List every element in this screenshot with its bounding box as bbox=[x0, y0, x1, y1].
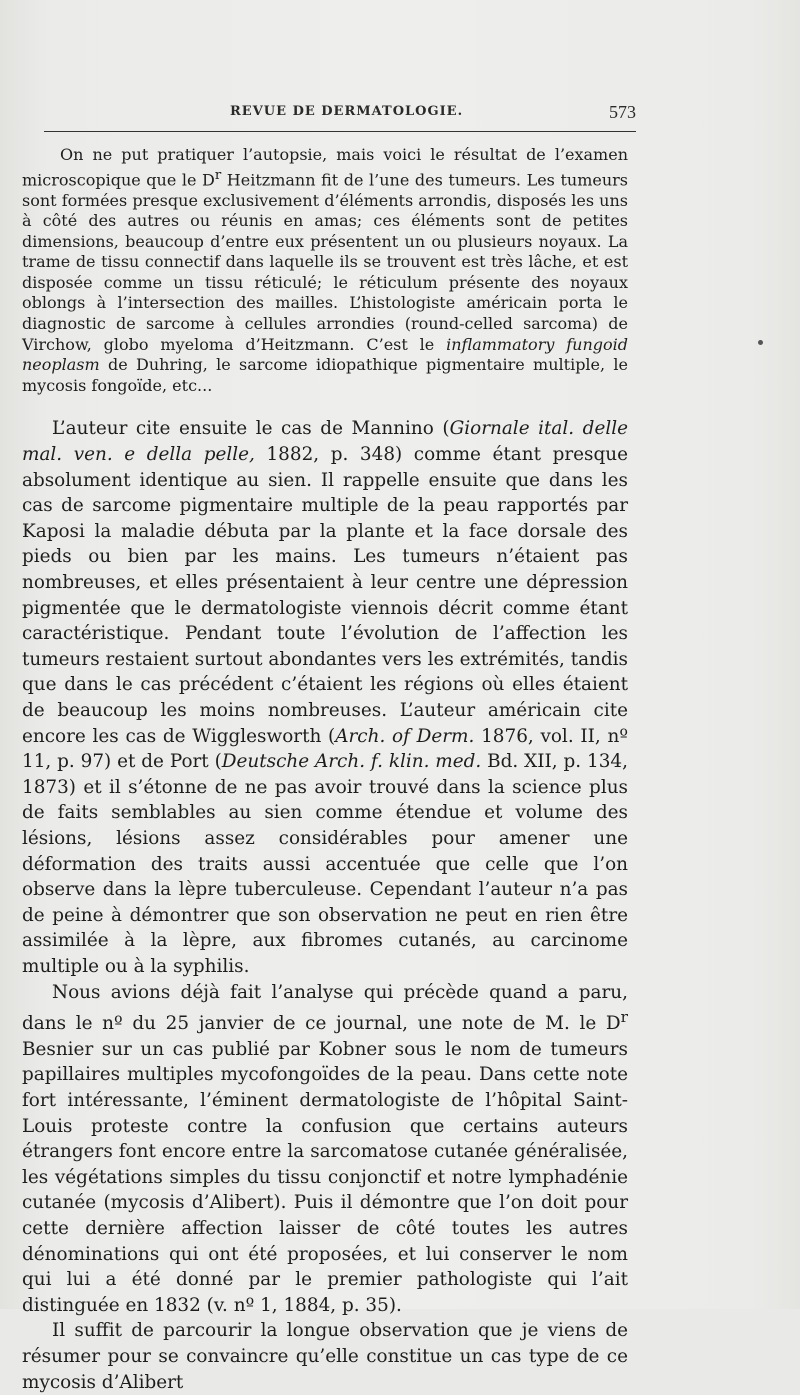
italic-run: Giornale ital. delle mal. ven. e della pelle, bbox=[22, 418, 628, 466]
text-run: Bd. XII, p. 134, 1873) et il s’étonne de ne pas avoir trouvé dans la science plus de faits semblables au sien comme étendue et volume des lésions, lésions assez considérables pour amener une déformation des traits aussi accentuée que celle que l’on observe dans la lèpre tuberculeuse. Cependant l’auteur n’a pas de peine à démontrer que son observation ne peut en rien être assimilée à la lèpre, aux fibromes cutanés, au carcinome multiple ou à la syphilis. bbox=[22, 751, 628, 977]
text-run: 1882, p. 348) comme étant presque absolument identique au sien. Il rappelle ensuite que dans les cas de sarcome pigmentaire multiple de la peau rapportés par Kaposi la maladie débuta par la plante et la face dorsale des pieds ou bien par les mains. Les tumeurs n’étaient pas nombreuses, et elles présentaient à leur centre une dépression pigmentée que le dermatologiste viennois décrit comme étant caractéristique. Pendant toute l’évolution de l’affection les tumeurs restaient surtout abondantes vers les extrémités, tandis que dans le cas précédent c’étaient les régions où elles étaient de beaucoup les moins nombreuses. L’auteur américain cite encore les cas de Wigglesworth ( bbox=[22, 444, 628, 747]
margin-dot bbox=[758, 340, 763, 345]
text-run: L’auteur cite ensuite le cas de Mannino ( bbox=[52, 418, 450, 440]
text-run: Besnier sur un cas publié par Kobner sous le nom de tumeurs papillaires multiples mycofongoïdes de la peau. Dans cette note fort intéressante, l’éminent dermatologiste de l’hôpital Saint-Louis proteste contre la confusion que certains auteurs étrangers font encore entre la sarcomatose cutanée généralisée, les végétations simples du tissu conjonctif et notre lymphadénie cutanée (mycosis d’Alibert). Puis il démontre que l’on doit pour cette dernière affection laisser de côté toutes les autres dénominations qui ont été proposées, et lui conserver le nom qui lui a été donné par le premier pathologiste qui l’ait distinguée en 1832 (v. nº 1, 1884, p. 35). bbox=[22, 1038, 628, 1316]
paragraph-besnier bbox=[22, 980, 628, 1319]
italic-run: inflammatory fungoid neoplasm bbox=[22, 334, 628, 375]
page-number: 573 bbox=[609, 102, 636, 122]
body-text bbox=[22, 145, 628, 1395]
paragraph-conclusion bbox=[22, 1318, 628, 1395]
text-run: Nous avions déjà fait l’analyse qui précède quand a paru, dans le nº du 25 janvier de ce journal, une note de M. le D bbox=[22, 981, 628, 1035]
paragraph-mannino bbox=[22, 416, 628, 979]
text-run: de Duhring, le sarcome idiopathique pigmentaire multiple, le mycosis fongoïde, etc... bbox=[22, 355, 628, 395]
text-run: Il suffit de parcourir la longue observation que je viens de résumer pour se convaincre qu’elle constitue un cas type de ce mycosis d’Alibert bbox=[22, 1320, 628, 1393]
paragraph-autopsy bbox=[22, 145, 628, 396]
small-print-section bbox=[22, 145, 628, 396]
running-title: REVUE DE DERMATOLOGIE. bbox=[230, 104, 464, 119]
italic-run: Deutsche Arch. f. klin. med. bbox=[221, 751, 482, 773]
italic-run: Arch. of Derm. bbox=[335, 725, 475, 747]
header-rule bbox=[44, 131, 636, 132]
page-header bbox=[44, 104, 636, 126]
text-run: On ne put pratiquer l’autopsie, mais voici le résultat de l’examen microscopique que le D bbox=[22, 145, 628, 189]
main-print-section bbox=[22, 416, 628, 1395]
superscript: r bbox=[620, 1008, 628, 1027]
superscript: r bbox=[214, 167, 222, 183]
text-run: 1876, vol. II, nº 11, p. 97) et de Port ( bbox=[22, 725, 628, 773]
text-run: Heitzmann fit de l’une des tumeurs. Les tumeurs sont formées presque exclusivement d’éléments arrondis, disposés les uns à côté des autres ou réunis en amas; ces éléments sont de petites dimensions, beaucoup d’entre eux présentent un ou plusieurs noyaux. La trame de tissu connectif dans laquelle ils se trouvent est très lâche, et est disposée comme un tissu réticulé; le réticulum présente des noyaux oblongs à l’intersection des mailles. L’histologiste américain porta le diagnostic de sarcome à cellules arrondies (round-celled sarcoma) de Virchow, globo myeloma d’Heitzmann. C’est le bbox=[22, 169, 628, 354]
